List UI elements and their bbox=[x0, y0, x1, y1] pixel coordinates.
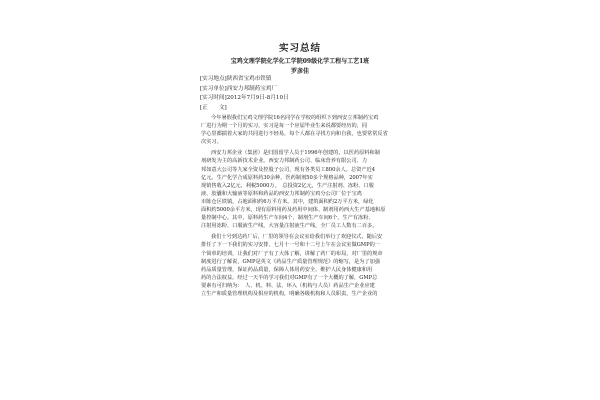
paragraph-line: 药的合法权益。经过一天半的学习我们对GMP有了一个大概的了解，GMP总 bbox=[201, 274, 378, 281]
paragraph-line: 注射用冻粉、口服液生产线，大容量注射液生产线，全厂员工人数有二百多。 bbox=[201, 223, 378, 230]
paragraph-line: 现销售收入2亿元，利税5000万。 总投资2亿元，生产注射剂、冻粉、口服 bbox=[201, 182, 374, 189]
paragraph-2 bbox=[201, 149, 401, 230]
paragraph-line: 排任了下一下我们的实习安排，七月十一号和十二号上午在会议室做GMP的一 bbox=[201, 242, 380, 249]
paragraph-line: 制度进行了解说，GMP是英文《药品生产质量管理规范》的缩写，是为了加强 bbox=[201, 258, 380, 265]
paragraph-line: 立生产和质量管理机构及相应的机构，明确各级机构和人员职责，生产企业的 bbox=[201, 290, 378, 297]
paragraph-line: 市陈仓区铁镇，占地面积约6万平方米。其中，建筑面积约2万平方米，绿化 bbox=[201, 198, 374, 205]
paragraph-1 bbox=[201, 114, 401, 146]
paragraph-3 bbox=[201, 233, 401, 298]
paragraph-line: 剂研发为主的高新技术企业。西安力邦制药公司、临床营养有限公司、力 bbox=[201, 158, 368, 165]
paragraph-line: 面积约5000余平方米，现有原料用药及药用中间体、制剂用药西大生产基地和原 bbox=[201, 207, 386, 214]
paragraph-line: 液、胶囊和大输液等原料和药品的西安力邦制药宝鸡分公司厂位于宝鸡 bbox=[201, 190, 362, 197]
meta-location: [实习地点]陕西省宝鸡市铁镇 bbox=[200, 76, 272, 82]
document-body bbox=[201, 114, 401, 298]
paragraph-line: 药品质量管理，保证药品质量，保障人体用药安全，维护人民身体健康和用 bbox=[201, 266, 373, 273]
document-author: 罗彦佳 bbox=[290, 68, 309, 75]
paragraph-line: 邦如意大公司等九家全资及控股子公司，现有各类员工800余人。总资产近4 bbox=[201, 166, 376, 173]
meta-body-label: [正 文] bbox=[200, 105, 227, 112]
paragraph-line: 次实习。 bbox=[201, 139, 222, 146]
paragraph-line: 学心里都揣着大家的共同进行不轻易，每个人都在寻找方向和自我，也要常常反省 bbox=[201, 131, 388, 138]
meta-time: [实习时间]2012年7月9日-8月10日 bbox=[200, 95, 289, 102]
paragraph-line: 厂进行为期一个月的实习。实习是每一个应届毕业生来说都要经历的，同 bbox=[201, 123, 368, 130]
paragraph-line: 我们十号到达药厂后，厂里的领导在会议室给我们举行了欢迎仪式，随后安 bbox=[211, 234, 383, 241]
paragraph-line: 今年暑假我们宝鸡文理学院16名同学在学校的组织下到西安立邦制药宝鸡 bbox=[211, 115, 379, 121]
paragraph-line: 西安力邦企业（集团）是归国留学人员于1996年创建的，以医药原料和制 bbox=[211, 150, 380, 157]
paragraph-line: 要素有可归纳为： 人、机、料、法、环入（机构与人员）药品生产企业应建 bbox=[201, 282, 375, 289]
document-subtitle: 宝鸡文理学院化学化工学院09级化学工程与工艺1班 bbox=[230, 58, 370, 65]
meta-unit: [实习单位]西安力邦制药宝鸡厂 bbox=[200, 85, 278, 92]
paragraph-line: 亿元。生产化学合成原料药30余种，医药制剂50多个规格品种，2007年实 bbox=[201, 174, 373, 181]
paragraph-line: 量控制中心。其中，原料药生产车间4个，制剂生产车间6个，生产有冻粉、 bbox=[201, 215, 374, 222]
document-title: 实习总结 bbox=[278, 43, 321, 54]
paragraph-line: 个简单的培训，让我们对厂子有了大体了解，讲解了药厂的布局，对厂里的规章 bbox=[201, 250, 383, 257]
document-meta bbox=[200, 75, 420, 114]
